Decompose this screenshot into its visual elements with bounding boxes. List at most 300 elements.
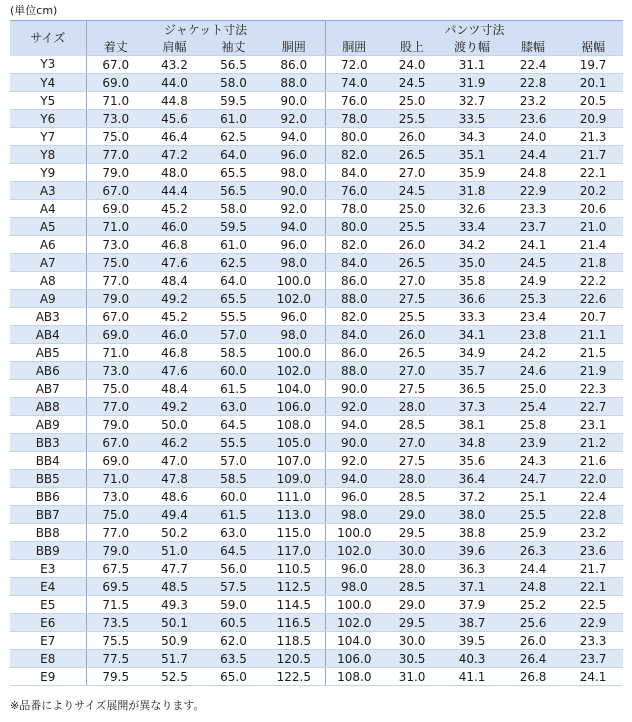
size-cell: A8 xyxy=(10,272,86,290)
column-header: 裾幅 xyxy=(563,38,623,56)
value-cell: 61.0 xyxy=(204,236,263,254)
value-cell: 25.1 xyxy=(503,488,563,506)
value-cell: 71.0 xyxy=(86,92,145,110)
value-cell: 75.5 xyxy=(86,632,145,650)
value-cell: 49.2 xyxy=(145,398,204,416)
value-cell: 46.2 xyxy=(145,434,204,452)
value-cell: 38.1 xyxy=(441,416,503,434)
value-cell: 19.7 xyxy=(563,56,623,74)
value-cell: 67.0 xyxy=(86,56,145,74)
value-cell: 24.2 xyxy=(503,344,563,362)
value-cell: 77.5 xyxy=(86,650,145,668)
value-cell: 59.5 xyxy=(204,92,263,110)
value-cell: 26.0 xyxy=(383,128,441,146)
value-cell: 47.8 xyxy=(145,470,204,488)
value-cell: 63.0 xyxy=(204,398,263,416)
size-cell: BB6 xyxy=(10,488,86,506)
value-cell: 100.0 xyxy=(325,596,383,614)
value-cell: 120.5 xyxy=(263,650,325,668)
value-cell: 98.0 xyxy=(263,326,325,344)
value-cell: 38.0 xyxy=(441,506,503,524)
value-cell: 47.2 xyxy=(145,146,204,164)
table-row xyxy=(10,236,623,254)
size-cell: AB8 xyxy=(10,398,86,416)
value-cell: 25.5 xyxy=(383,110,441,128)
size-cell: BB4 xyxy=(10,452,86,470)
value-cell: 23.7 xyxy=(503,218,563,236)
value-cell: 27.5 xyxy=(383,452,441,470)
value-cell: 34.2 xyxy=(441,236,503,254)
value-cell: 21.3 xyxy=(563,128,623,146)
jacket-group-header: ジャケット寸法 xyxy=(86,21,325,39)
size-cell: AB9 xyxy=(10,416,86,434)
value-cell: 94.0 xyxy=(263,128,325,146)
value-cell: 34.9 xyxy=(441,344,503,362)
value-cell: 25.3 xyxy=(503,290,563,308)
value-cell: 20.7 xyxy=(563,308,623,326)
value-cell: 62.5 xyxy=(204,254,263,272)
table-row xyxy=(10,560,623,578)
value-cell: 90.0 xyxy=(325,380,383,398)
value-cell: 37.2 xyxy=(441,488,503,506)
value-cell: 92.0 xyxy=(325,398,383,416)
value-cell: 24.5 xyxy=(383,182,441,200)
value-cell: 90.0 xyxy=(263,92,325,110)
value-cell: 47.6 xyxy=(145,254,204,272)
value-cell: 100.0 xyxy=(325,524,383,542)
value-cell: 79.0 xyxy=(86,164,145,182)
value-cell: 56.0 xyxy=(204,560,263,578)
value-cell: 61.5 xyxy=(204,506,263,524)
value-cell: 43.2 xyxy=(145,56,204,74)
value-cell: 90.0 xyxy=(325,434,383,452)
value-cell: 25.0 xyxy=(383,92,441,110)
value-cell: 28.5 xyxy=(383,488,441,506)
value-cell: 84.0 xyxy=(325,254,383,272)
value-cell: 45.6 xyxy=(145,110,204,128)
value-cell: 49.4 xyxy=(145,506,204,524)
size-cell: BB7 xyxy=(10,506,86,524)
value-cell: 116.5 xyxy=(263,614,325,632)
value-cell: 40.3 xyxy=(441,650,503,668)
value-cell: 26.0 xyxy=(503,632,563,650)
value-cell: 23.3 xyxy=(503,200,563,218)
table-row xyxy=(10,506,623,524)
value-cell: 94.0 xyxy=(325,416,383,434)
value-cell: 36.5 xyxy=(441,380,503,398)
value-cell: 63.0 xyxy=(204,524,263,542)
value-cell: 45.2 xyxy=(145,308,204,326)
value-cell: 44.4 xyxy=(145,182,204,200)
table-row xyxy=(10,308,623,326)
value-cell: 30.0 xyxy=(383,542,441,560)
value-cell: 26.4 xyxy=(503,650,563,668)
value-cell: 105.0 xyxy=(263,434,325,452)
value-cell: 84.0 xyxy=(325,164,383,182)
table-row xyxy=(10,362,623,380)
size-cell: Y4 xyxy=(10,74,86,92)
value-cell: 27.0 xyxy=(383,272,441,290)
size-cell: BB8 xyxy=(10,524,86,542)
value-cell: 24.4 xyxy=(503,560,563,578)
value-cell: 28.0 xyxy=(383,398,441,416)
value-cell: 79.0 xyxy=(86,290,145,308)
value-cell: 94.0 xyxy=(325,470,383,488)
value-cell: 22.8 xyxy=(503,74,563,92)
value-cell: 35.8 xyxy=(441,272,503,290)
value-cell: 67.0 xyxy=(86,434,145,452)
value-cell: 94.0 xyxy=(263,218,325,236)
column-header: 胴囲 xyxy=(263,38,325,56)
size-cell: E8 xyxy=(10,650,86,668)
value-cell: 48.0 xyxy=(145,164,204,182)
table-row xyxy=(10,380,623,398)
value-cell: 20.2 xyxy=(563,182,623,200)
value-cell: 48.6 xyxy=(145,488,204,506)
value-cell: 98.0 xyxy=(263,254,325,272)
value-cell: 71.0 xyxy=(86,344,145,362)
value-cell: 73.0 xyxy=(86,488,145,506)
size-cell: AB5 xyxy=(10,344,86,362)
value-cell: 79.0 xyxy=(86,416,145,434)
value-cell: 29.0 xyxy=(383,506,441,524)
value-cell: 33.5 xyxy=(441,110,503,128)
value-cell: 65.5 xyxy=(204,164,263,182)
value-cell: 20.6 xyxy=(563,200,623,218)
table-row xyxy=(10,326,623,344)
value-cell: 26.0 xyxy=(383,326,441,344)
value-cell: 26.5 xyxy=(383,254,441,272)
column-header: 肩幅 xyxy=(145,38,204,56)
value-cell: 31.0 xyxy=(383,668,441,686)
size-cell: E5 xyxy=(10,596,86,614)
value-cell: 25.4 xyxy=(503,398,563,416)
size-cell: Y9 xyxy=(10,164,86,182)
table-row xyxy=(10,74,623,92)
size-cell: A5 xyxy=(10,218,86,236)
value-cell: 38.7 xyxy=(441,614,503,632)
column-header: 渡り幅 xyxy=(441,38,503,56)
value-cell: 21.9 xyxy=(563,362,623,380)
value-cell: 50.0 xyxy=(145,416,204,434)
value-cell: 46.0 xyxy=(145,326,204,344)
table-row xyxy=(10,272,623,290)
size-cell: A3 xyxy=(10,182,86,200)
value-cell: 21.2 xyxy=(563,434,623,452)
table-row xyxy=(10,128,623,146)
value-cell: 24.4 xyxy=(503,146,563,164)
value-cell: 51.0 xyxy=(145,542,204,560)
value-cell: 82.0 xyxy=(325,308,383,326)
table-row xyxy=(10,146,623,164)
size-cell: Y6 xyxy=(10,110,86,128)
value-cell: 73.0 xyxy=(86,110,145,128)
value-cell: 35.6 xyxy=(441,452,503,470)
value-cell: 77.0 xyxy=(86,524,145,542)
pants-group-header: パンツ寸法 xyxy=(325,21,623,39)
value-cell: 96.0 xyxy=(325,560,383,578)
size-cell: BB9 xyxy=(10,542,86,560)
value-cell: 73.0 xyxy=(86,236,145,254)
table-row xyxy=(10,632,623,650)
value-cell: 25.8 xyxy=(503,416,563,434)
value-cell: 21.7 xyxy=(563,146,623,164)
value-cell: 52.5 xyxy=(145,668,204,686)
table-header xyxy=(10,21,623,56)
value-cell: 50.9 xyxy=(145,632,204,650)
value-cell: 98.0 xyxy=(325,578,383,596)
value-cell: 73.0 xyxy=(86,362,145,380)
value-cell: 69.0 xyxy=(86,200,145,218)
value-cell: 48.4 xyxy=(145,380,204,398)
value-cell: 90.0 xyxy=(263,182,325,200)
size-cell: AB4 xyxy=(10,326,86,344)
value-cell: 27.5 xyxy=(383,290,441,308)
column-header: 袖丈 xyxy=(204,38,263,56)
value-cell: 75.0 xyxy=(86,254,145,272)
value-cell: 25.5 xyxy=(383,218,441,236)
value-cell: 21.0 xyxy=(563,218,623,236)
value-cell: 60.0 xyxy=(204,362,263,380)
value-cell: 67.0 xyxy=(86,182,145,200)
value-cell: 20.1 xyxy=(563,74,623,92)
value-cell: 96.0 xyxy=(263,236,325,254)
value-cell: 22.1 xyxy=(563,578,623,596)
value-cell: 71.5 xyxy=(86,596,145,614)
value-cell: 30.0 xyxy=(383,632,441,650)
value-cell: 69.0 xyxy=(86,326,145,344)
value-cell: 24.8 xyxy=(503,164,563,182)
table-row xyxy=(10,668,623,686)
table-row xyxy=(10,542,623,560)
value-cell: 86.0 xyxy=(325,272,383,290)
value-cell: 46.0 xyxy=(145,218,204,236)
value-cell: 62.5 xyxy=(204,128,263,146)
value-cell: 22.4 xyxy=(503,56,563,74)
value-cell: 111.0 xyxy=(263,488,325,506)
size-cell: E7 xyxy=(10,632,86,650)
size-column-header: サイズ xyxy=(10,21,86,56)
table-row xyxy=(10,452,623,470)
value-cell: 24.8 xyxy=(503,578,563,596)
value-cell: 25.0 xyxy=(383,200,441,218)
table-row xyxy=(10,398,623,416)
value-cell: 114.5 xyxy=(263,596,325,614)
value-cell: 28.5 xyxy=(383,578,441,596)
value-cell: 79.0 xyxy=(86,542,145,560)
value-cell: 76.0 xyxy=(325,92,383,110)
value-cell: 73.5 xyxy=(86,614,145,632)
value-cell: 34.3 xyxy=(441,128,503,146)
value-cell: 55.5 xyxy=(204,308,263,326)
value-cell: 96.0 xyxy=(263,146,325,164)
value-cell: 76.0 xyxy=(325,182,383,200)
value-cell: 25.5 xyxy=(503,506,563,524)
value-cell: 92.0 xyxy=(263,110,325,128)
value-cell: 102.0 xyxy=(263,362,325,380)
table-row xyxy=(10,416,623,434)
value-cell: 108.0 xyxy=(263,416,325,434)
table-row xyxy=(10,614,623,632)
value-cell: 69.0 xyxy=(86,74,145,92)
value-cell: 22.9 xyxy=(563,614,623,632)
value-cell: 32.6 xyxy=(441,200,503,218)
value-cell: 74.0 xyxy=(325,74,383,92)
table-row xyxy=(10,470,623,488)
value-cell: 56.5 xyxy=(204,182,263,200)
size-cell: E9 xyxy=(10,668,86,686)
table-row xyxy=(10,434,623,452)
value-cell: 23.1 xyxy=(563,416,623,434)
value-cell: 47.6 xyxy=(145,362,204,380)
value-cell: 24.9 xyxy=(503,272,563,290)
value-cell: 26.0 xyxy=(383,236,441,254)
value-cell: 37.9 xyxy=(441,596,503,614)
value-cell: 78.0 xyxy=(325,110,383,128)
table-row xyxy=(10,182,623,200)
value-cell: 29.0 xyxy=(383,596,441,614)
value-cell: 21.7 xyxy=(563,560,623,578)
value-cell: 113.0 xyxy=(263,506,325,524)
value-cell: 28.5 xyxy=(383,416,441,434)
value-cell: 23.4 xyxy=(503,308,563,326)
value-cell: 35.7 xyxy=(441,362,503,380)
value-cell: 25.6 xyxy=(503,614,563,632)
size-cell: AB6 xyxy=(10,362,86,380)
table-row xyxy=(10,488,623,506)
size-cell: Y3 xyxy=(10,56,86,74)
value-cell: 36.4 xyxy=(441,470,503,488)
value-cell: 23.2 xyxy=(503,92,563,110)
value-cell: 22.3 xyxy=(563,380,623,398)
value-cell: 28.0 xyxy=(383,470,441,488)
value-cell: 30.5 xyxy=(383,650,441,668)
table-row xyxy=(10,290,623,308)
value-cell: 22.1 xyxy=(563,164,623,182)
table-row xyxy=(10,596,623,614)
column-header: 着丈 xyxy=(86,38,145,56)
value-cell: 22.8 xyxy=(563,506,623,524)
size-cell: BB3 xyxy=(10,434,86,452)
size-cell: A6 xyxy=(10,236,86,254)
value-cell: 39.5 xyxy=(441,632,503,650)
value-cell: 26.3 xyxy=(503,542,563,560)
value-cell: 57.0 xyxy=(204,452,263,470)
table-row xyxy=(10,56,623,74)
size-cell: AB7 xyxy=(10,380,86,398)
value-cell: 21.4 xyxy=(563,236,623,254)
value-cell: 24.0 xyxy=(503,128,563,146)
value-cell: 65.0 xyxy=(204,668,263,686)
value-cell: 60.0 xyxy=(204,488,263,506)
value-cell: 96.0 xyxy=(325,488,383,506)
size-cell: A4 xyxy=(10,200,86,218)
value-cell: 60.5 xyxy=(204,614,263,632)
value-cell: 49.2 xyxy=(145,290,204,308)
value-cell: 48.4 xyxy=(145,272,204,290)
value-cell: 27.0 xyxy=(383,164,441,182)
column-header: 股上 xyxy=(383,38,441,56)
value-cell: 115.0 xyxy=(263,524,325,542)
size-cell: BB5 xyxy=(10,470,86,488)
value-cell: 82.0 xyxy=(325,146,383,164)
value-cell: 69.5 xyxy=(86,578,145,596)
value-cell: 64.0 xyxy=(204,146,263,164)
value-cell: 58.0 xyxy=(204,74,263,92)
value-cell: 44.8 xyxy=(145,92,204,110)
value-cell: 67.0 xyxy=(86,308,145,326)
value-cell: 27.0 xyxy=(383,434,441,452)
size-cell: A9 xyxy=(10,290,86,308)
table-row xyxy=(10,110,623,128)
value-cell: 22.7 xyxy=(563,398,623,416)
value-cell: 61.0 xyxy=(204,110,263,128)
table-row xyxy=(10,218,623,236)
value-cell: 32.7 xyxy=(441,92,503,110)
value-cell: 23.6 xyxy=(503,110,563,128)
value-cell: 23.2 xyxy=(563,524,623,542)
value-cell: 92.0 xyxy=(325,452,383,470)
value-cell: 25.9 xyxy=(503,524,563,542)
value-cell: 77.0 xyxy=(86,398,145,416)
value-cell: 22.6 xyxy=(563,290,623,308)
value-cell: 62.0 xyxy=(204,632,263,650)
value-cell: 41.1 xyxy=(441,668,503,686)
size-cell: Y5 xyxy=(10,92,86,110)
value-cell: 78.0 xyxy=(325,200,383,218)
value-cell: 21.1 xyxy=(563,326,623,344)
value-cell: 65.5 xyxy=(204,290,263,308)
value-cell: 59.0 xyxy=(204,596,263,614)
value-cell: 22.9 xyxy=(503,182,563,200)
value-cell: 104.0 xyxy=(325,632,383,650)
value-cell: 24.6 xyxy=(503,362,563,380)
value-cell: 25.0 xyxy=(503,380,563,398)
value-cell: 80.0 xyxy=(325,128,383,146)
value-cell: 47.0 xyxy=(145,452,204,470)
value-cell: 36.6 xyxy=(441,290,503,308)
value-cell: 86.0 xyxy=(263,56,325,74)
value-cell: 33.3 xyxy=(441,308,503,326)
column-header: 膝幅 xyxy=(503,38,563,56)
value-cell: 48.5 xyxy=(145,578,204,596)
value-cell: 84.0 xyxy=(325,326,383,344)
value-cell: 75.0 xyxy=(86,506,145,524)
value-cell: 106.0 xyxy=(325,650,383,668)
size-cell: Y7 xyxy=(10,128,86,146)
value-cell: 29.5 xyxy=(383,614,441,632)
value-cell: 24.5 xyxy=(503,254,563,272)
value-cell: 20.9 xyxy=(563,110,623,128)
value-cell: 61.5 xyxy=(204,380,263,398)
table-row xyxy=(10,344,623,362)
value-cell: 25.5 xyxy=(383,308,441,326)
value-cell: 56.5 xyxy=(204,56,263,74)
value-cell: 22.2 xyxy=(563,272,623,290)
value-cell: 112.5 xyxy=(263,578,325,596)
table-row xyxy=(10,92,623,110)
value-cell: 38.8 xyxy=(441,524,503,542)
size-cell: AB3 xyxy=(10,308,86,326)
value-cell: 45.2 xyxy=(145,200,204,218)
value-cell: 88.0 xyxy=(263,74,325,92)
value-cell: 26.5 xyxy=(383,146,441,164)
value-cell: 23.8 xyxy=(503,326,563,344)
value-cell: 31.9 xyxy=(441,74,503,92)
value-cell: 75.0 xyxy=(86,128,145,146)
value-cell: 26.8 xyxy=(503,668,563,686)
value-cell: 92.0 xyxy=(263,200,325,218)
